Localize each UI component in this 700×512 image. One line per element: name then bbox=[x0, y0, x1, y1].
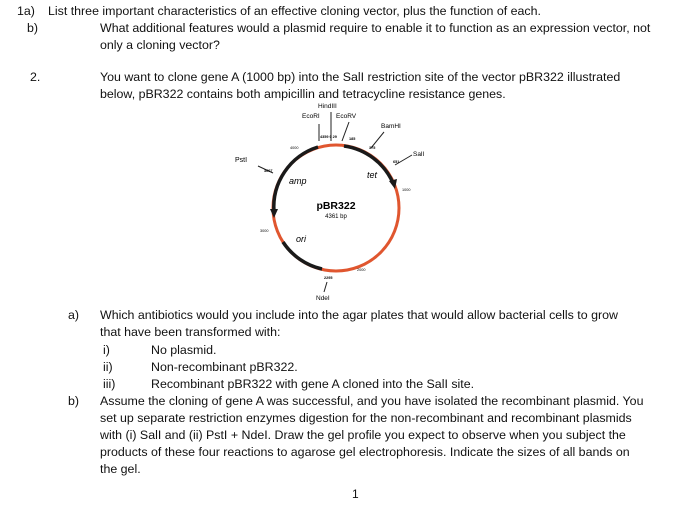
q2a-line: Which antibiotics would you include into the agar plates that would allow bacterial cells to grow bbox=[100, 308, 618, 322]
top-positions: 4359 0 29 bbox=[320, 135, 337, 139]
ecorv-label: EcoRV bbox=[336, 113, 357, 120]
q2-line: You want to clone gene A (1000 bp) into the SalI restriction site of the vector pBR322 illustrated bbox=[100, 70, 621, 84]
q2a-item-num: iii) bbox=[103, 377, 116, 391]
ecori-label: EcoRI bbox=[302, 113, 320, 120]
scale-4000: 4000 bbox=[290, 146, 299, 150]
q2b-line: Assume the cloning of gene A was successful, and you have isolated the recombinant plasmid. You bbox=[100, 394, 644, 408]
plasmid-name: pBR322 bbox=[316, 200, 356, 212]
ori-label: ori bbox=[296, 234, 307, 244]
q2-line: below, pBR322 contains both ampicillin and tetracycline resistance genes. bbox=[100, 87, 506, 101]
q2b-line: set up separate restriction enzymes digestion for the non-recombinant and recombinant plasmids bbox=[100, 411, 632, 425]
q2a-item-text: Recombinant pBR322 with gene A cloned into the SalI site. bbox=[151, 377, 475, 391]
bamhi-position: 375 bbox=[369, 146, 376, 150]
q2a-text bbox=[100, 307, 618, 341]
q2a-number: a) bbox=[68, 308, 80, 322]
q2a-item-num: i) bbox=[103, 343, 110, 357]
ndei-position: 2295 bbox=[324, 276, 333, 280]
q2-number: 2. bbox=[30, 70, 41, 84]
q2a-item-num: ii) bbox=[103, 360, 113, 374]
q1b-line: only a cloning vector? bbox=[100, 38, 220, 52]
q2a-item-text: No plasmid. bbox=[151, 343, 217, 357]
q2b-line: the gel. bbox=[100, 462, 141, 476]
tet-label: tet bbox=[367, 170, 378, 180]
psti-label: PstI bbox=[235, 157, 248, 164]
scale-2000: 2000 bbox=[357, 268, 366, 272]
q2a-line: that have been transformed with: bbox=[100, 325, 281, 339]
q2b-text bbox=[100, 393, 643, 478]
sali-label: SalI bbox=[413, 151, 425, 158]
q1a-text: List three important characteristics of an effective cloning vector, plus the function of each. bbox=[48, 4, 541, 18]
q1b-line: What additional features would a plasmid require to enable it to function as an expression vector, not bbox=[100, 21, 651, 35]
q2b-number: b) bbox=[68, 394, 80, 408]
ndei-tick bbox=[324, 282, 327, 292]
amp-arrowhead bbox=[270, 209, 278, 218]
ori-arc bbox=[283, 242, 322, 269]
q1b-number: b) bbox=[27, 21, 39, 35]
ndei-label: NdeI bbox=[316, 295, 330, 302]
scale-1000: 1000 bbox=[402, 188, 411, 192]
hindiii-label: HindIII bbox=[318, 103, 337, 110]
page-number: 1 bbox=[352, 487, 359, 501]
amp-label: amp bbox=[289, 176, 307, 186]
bamhi-label: BamHI bbox=[381, 123, 401, 130]
q1a-number: 1a) bbox=[17, 4, 35, 18]
plasmid-size: 4361 bp bbox=[325, 214, 347, 220]
psti-position: 3607 bbox=[264, 169, 273, 173]
ecorv-position: 185 bbox=[349, 137, 356, 141]
sali-position: 651 bbox=[393, 160, 400, 164]
q2a-item-text: Non-recombinant pBR322. bbox=[151, 360, 298, 374]
scale-3000: 3000 bbox=[260, 229, 269, 233]
q2b-line: with (i) SalI and (ii) PstI + NdeI. Draw the gel profile you expect to observe when you subject the bbox=[100, 428, 626, 442]
q2b-line: products of these four reactions to agarose gel electrophoresis. Indicate the sizes of all bands on bbox=[100, 445, 630, 459]
ecorv-tick bbox=[342, 122, 349, 141]
